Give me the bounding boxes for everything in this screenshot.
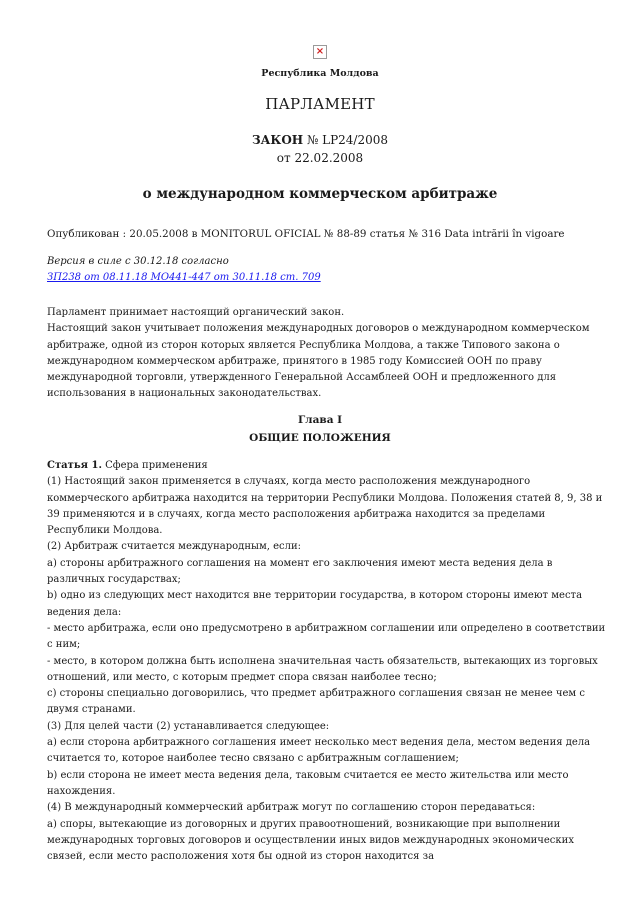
article-paragraph: a) стороны арбитражного соглашения на момент его заключения имеют места ведения дела в различных государствах; (47, 557, 553, 586)
law-number: № LP24/2008 (303, 133, 389, 147)
law-title: о международном коммерческом арбитраже (142, 186, 498, 202)
publication-info: Опубликован : 20.05.2008 в MONITORUL OFICIAL № 88-89 статья № 316 Data intrării în vigoare (47, 228, 565, 240)
article-paragraph: b) если сторона не имеет места ведения дела, таковым считается ее место жительства или место нахождения. (47, 769, 569, 797)
chapter-heading (0, 411, 640, 447)
article-paragraph: - место арбитража, если оно предусмотрено в арбитражном соглашении или определено в соответствии с ним; (47, 622, 606, 651)
law-date: от 22.02.2008 (276, 151, 364, 165)
version-text: Версия в силе с 30.12.18 согласно (47, 256, 229, 267)
broken-image-icon: × (313, 45, 327, 59)
article-paragraph: (1) Настоящий закон применяется в случаях, когда место расположения международного коммерческого арбитража находится на территории Республики Молдова. Положения статей 8, 9, 38 и 39 применяются и в случаях, когда место расположения арбитража находится за пределами Республики Молдова. (47, 476, 603, 537)
chapter-label: Глава I (297, 414, 343, 426)
law-label: ЗАКОН (251, 133, 304, 147)
article-paragraph: (4) В международный коммерческий арбитраж могут по соглашению сторон передаваться: (47, 802, 536, 814)
article-paragraph: - место, в котором должна быть исполнена значительная часть обязательств, вытекающих из торговых отношений, или место, с которым предмет спора связан наиболее тесно; (47, 655, 598, 683)
article-title: Сфера применения (101, 460, 208, 471)
article-paragraph: (3) Для целей части (2) устанавливается следующее: (47, 720, 330, 732)
intro-line-1: Парламент принимает настоящий органический закон. (47, 307, 345, 318)
country-name: Республика Молдова (261, 68, 379, 79)
law-number-line (0, 131, 640, 149)
intro-section (47, 305, 607, 403)
law-identifier (0, 131, 640, 167)
article-paragraph: a) если сторона арбитражного соглашения имеет несколько мест ведения дела, местом ведения дела считается то, которое наиболее тесно связано с арбитражным соглашением; (47, 737, 591, 765)
article-label: Статья 1. (47, 460, 102, 471)
article-paragraph: a) споры, вытекающие из договорных и других правоотношений, возникающие при выполнении международных торговых договоров и осуществлении иных видов международных экономических связей, если место расположения хотя бы одной из сторон находится за (47, 818, 574, 863)
institution-name: ПАРЛАМЕНТ (265, 95, 375, 113)
article-1 (47, 458, 607, 865)
intro-line-2: Настоящий закон учитывает положения международных договоров о международном коммерческом арбитраже, одной из сторон которых является Республика Молдова, а также Типового закона о международном коммерческом арбитраже, принятого в 1985 году Комиссией ООН по праву международной торговли, утвержденного Генеральной Ассамблеей ООН и предложенного для использования в национальных законодательствах. (47, 323, 590, 400)
amendment-link[interactable]: ЗП238 от 08.11.18 МО441-447 от 30.11.18 ст. 709 (47, 272, 321, 283)
article-paragraph: b) одно из следующих мест находится вне территории государства, в котором стороны имеют места ведения дела: (47, 590, 583, 618)
article-paragraph: c) стороны специально договорились, что предмет арбитражного соглашения связан не менее чем с двумя странами. (47, 688, 585, 716)
version-info (47, 254, 321, 286)
article-heading (47, 458, 607, 474)
article-paragraph: (2) Арбитраж считается международным, если: (47, 541, 301, 553)
chapter-title: ОБЩИЕ ПОЛОЖЕНИЯ (249, 432, 391, 444)
